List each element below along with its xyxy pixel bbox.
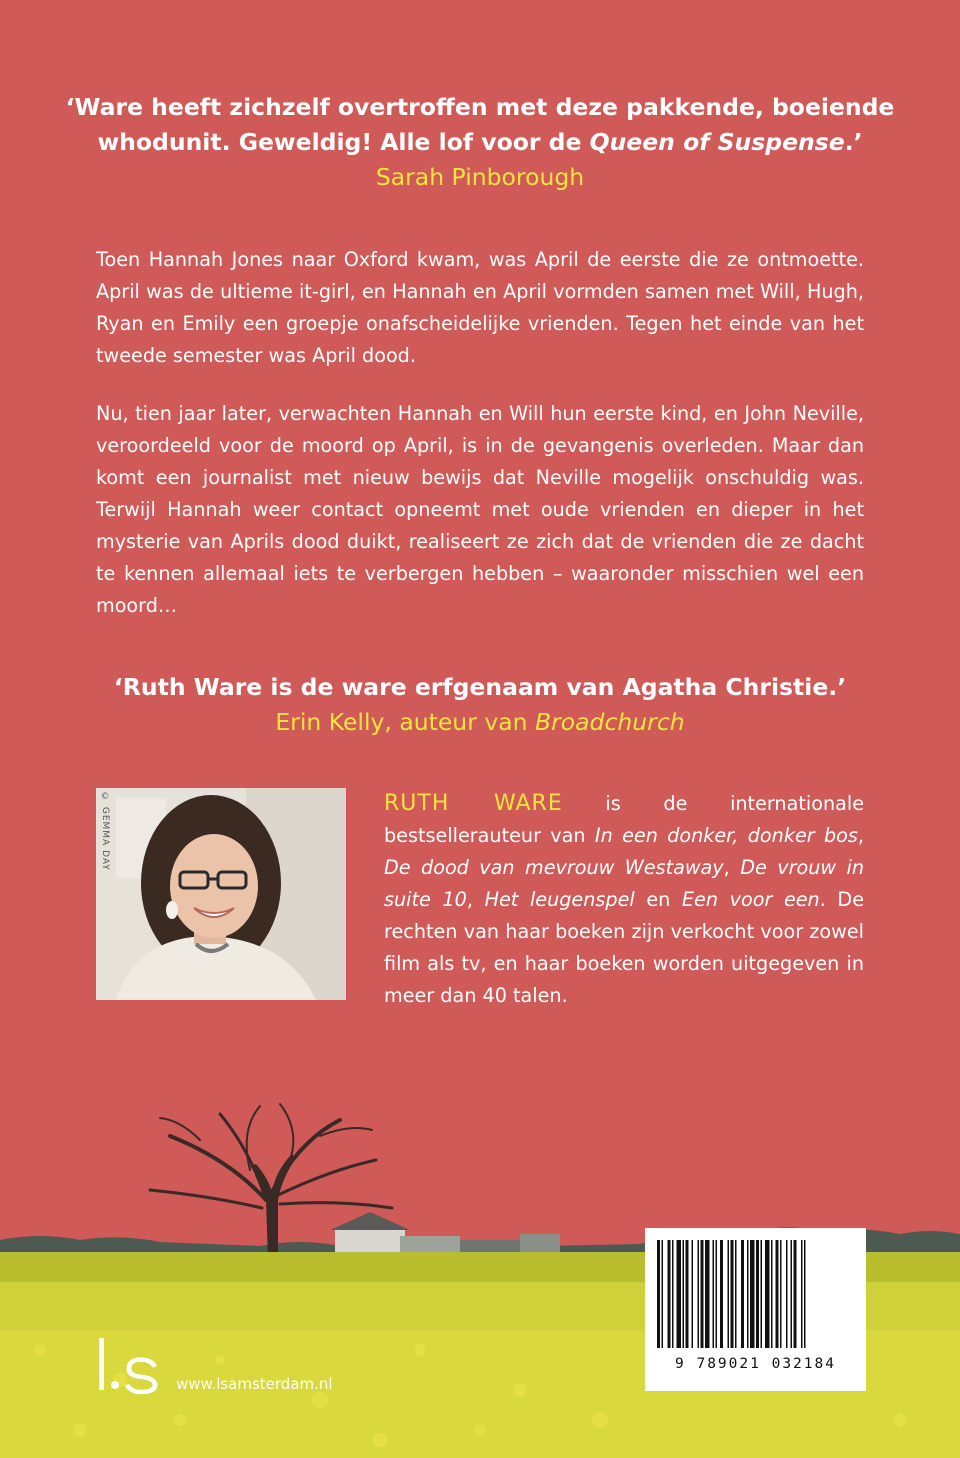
quote-author-text: Erin Kelly, auteur van [275, 708, 535, 736]
quote-text: ‘Ruth Ware is de ware erfgenaam van Agatha Christie.’ [113, 673, 847, 701]
quote-text-end: .’ [844, 128, 863, 156]
quote-text: ‘Ware heeft zichzelf overtroffen met deze pakkende, boeiende whodunit. Geweldig! Alle lof voor de [65, 93, 895, 156]
publisher-logo [95, 1338, 165, 1396]
book-title: De dood van mevrouw Westaway [384, 856, 724, 879]
photo-credit: © GEMMA DAY [100, 792, 110, 871]
separator: , [466, 888, 485, 911]
quote-author [60, 705, 900, 740]
bio-text: . De rechten van haar boeken zijn verkocht voor zowel film als tv, en haar boeken worden uitgegeven in meer dan 40 talen. [384, 888, 865, 1007]
book-title: De vrouw in suite 10 [384, 856, 864, 911]
author-name: RUTH WARE [384, 791, 563, 816]
quote-emphasis: Queen of Suspense [589, 128, 845, 156]
quote-author: Sarah Pinborough [375, 163, 585, 191]
separator: , [723, 856, 741, 879]
publisher-url[interactable]: www.lsamsterdam.nl [176, 1375, 333, 1393]
bio-text: is de internationale bestsellerauteur van [384, 792, 865, 847]
review-quote-2 [60, 670, 900, 740]
review-quote-1 [60, 90, 900, 195]
blurb-paragraph-2: Nu, tien jaar later, verwachten Hannah en Will hun eerste kind, en John Neville, veroordeeld voor de moord op April, is in de gevangenis overleden. Maar dan komt een journalist met nieuw bewijs dat Neville mogelijk onschuldig was. Terwijl Hannah weer contact opneemt met oude vrienden en dieper in het mysterie van Aprils dood duikt, realiseert ze zich dat de vrienden die ze dacht te kennen allemaal iets te verbergen hebben – waaronder misschien wel een moord… [96, 402, 864, 617]
barcode-bars [645, 1228, 866, 1353]
book-title: Het leugenspel [484, 888, 635, 911]
author-photo [96, 788, 346, 1000]
book-title: Een voor een [681, 888, 820, 911]
blurb-paragraph-1: Toen Hannah Jones naar Oxford kwam, was April de eerste die ze ontmoette. April was de ultieme it-girl, en Hannah en April vormden samen met Will, Hugh, Ryan en Emily een groepje onafscheidelijke vrienden. Tegen het einde van het tweede semester was April dood. [96, 248, 864, 367]
isbn-barcode [645, 1228, 866, 1391]
isbn-number: 9 789021 032184 [675, 1356, 836, 1372]
quote-author-emphasis: Broadchurch [535, 708, 685, 736]
separator: , [857, 824, 864, 847]
separator: en [634, 888, 682, 911]
book-title: In een donker, donker bos [594, 824, 858, 847]
author-bio [384, 788, 864, 1012]
